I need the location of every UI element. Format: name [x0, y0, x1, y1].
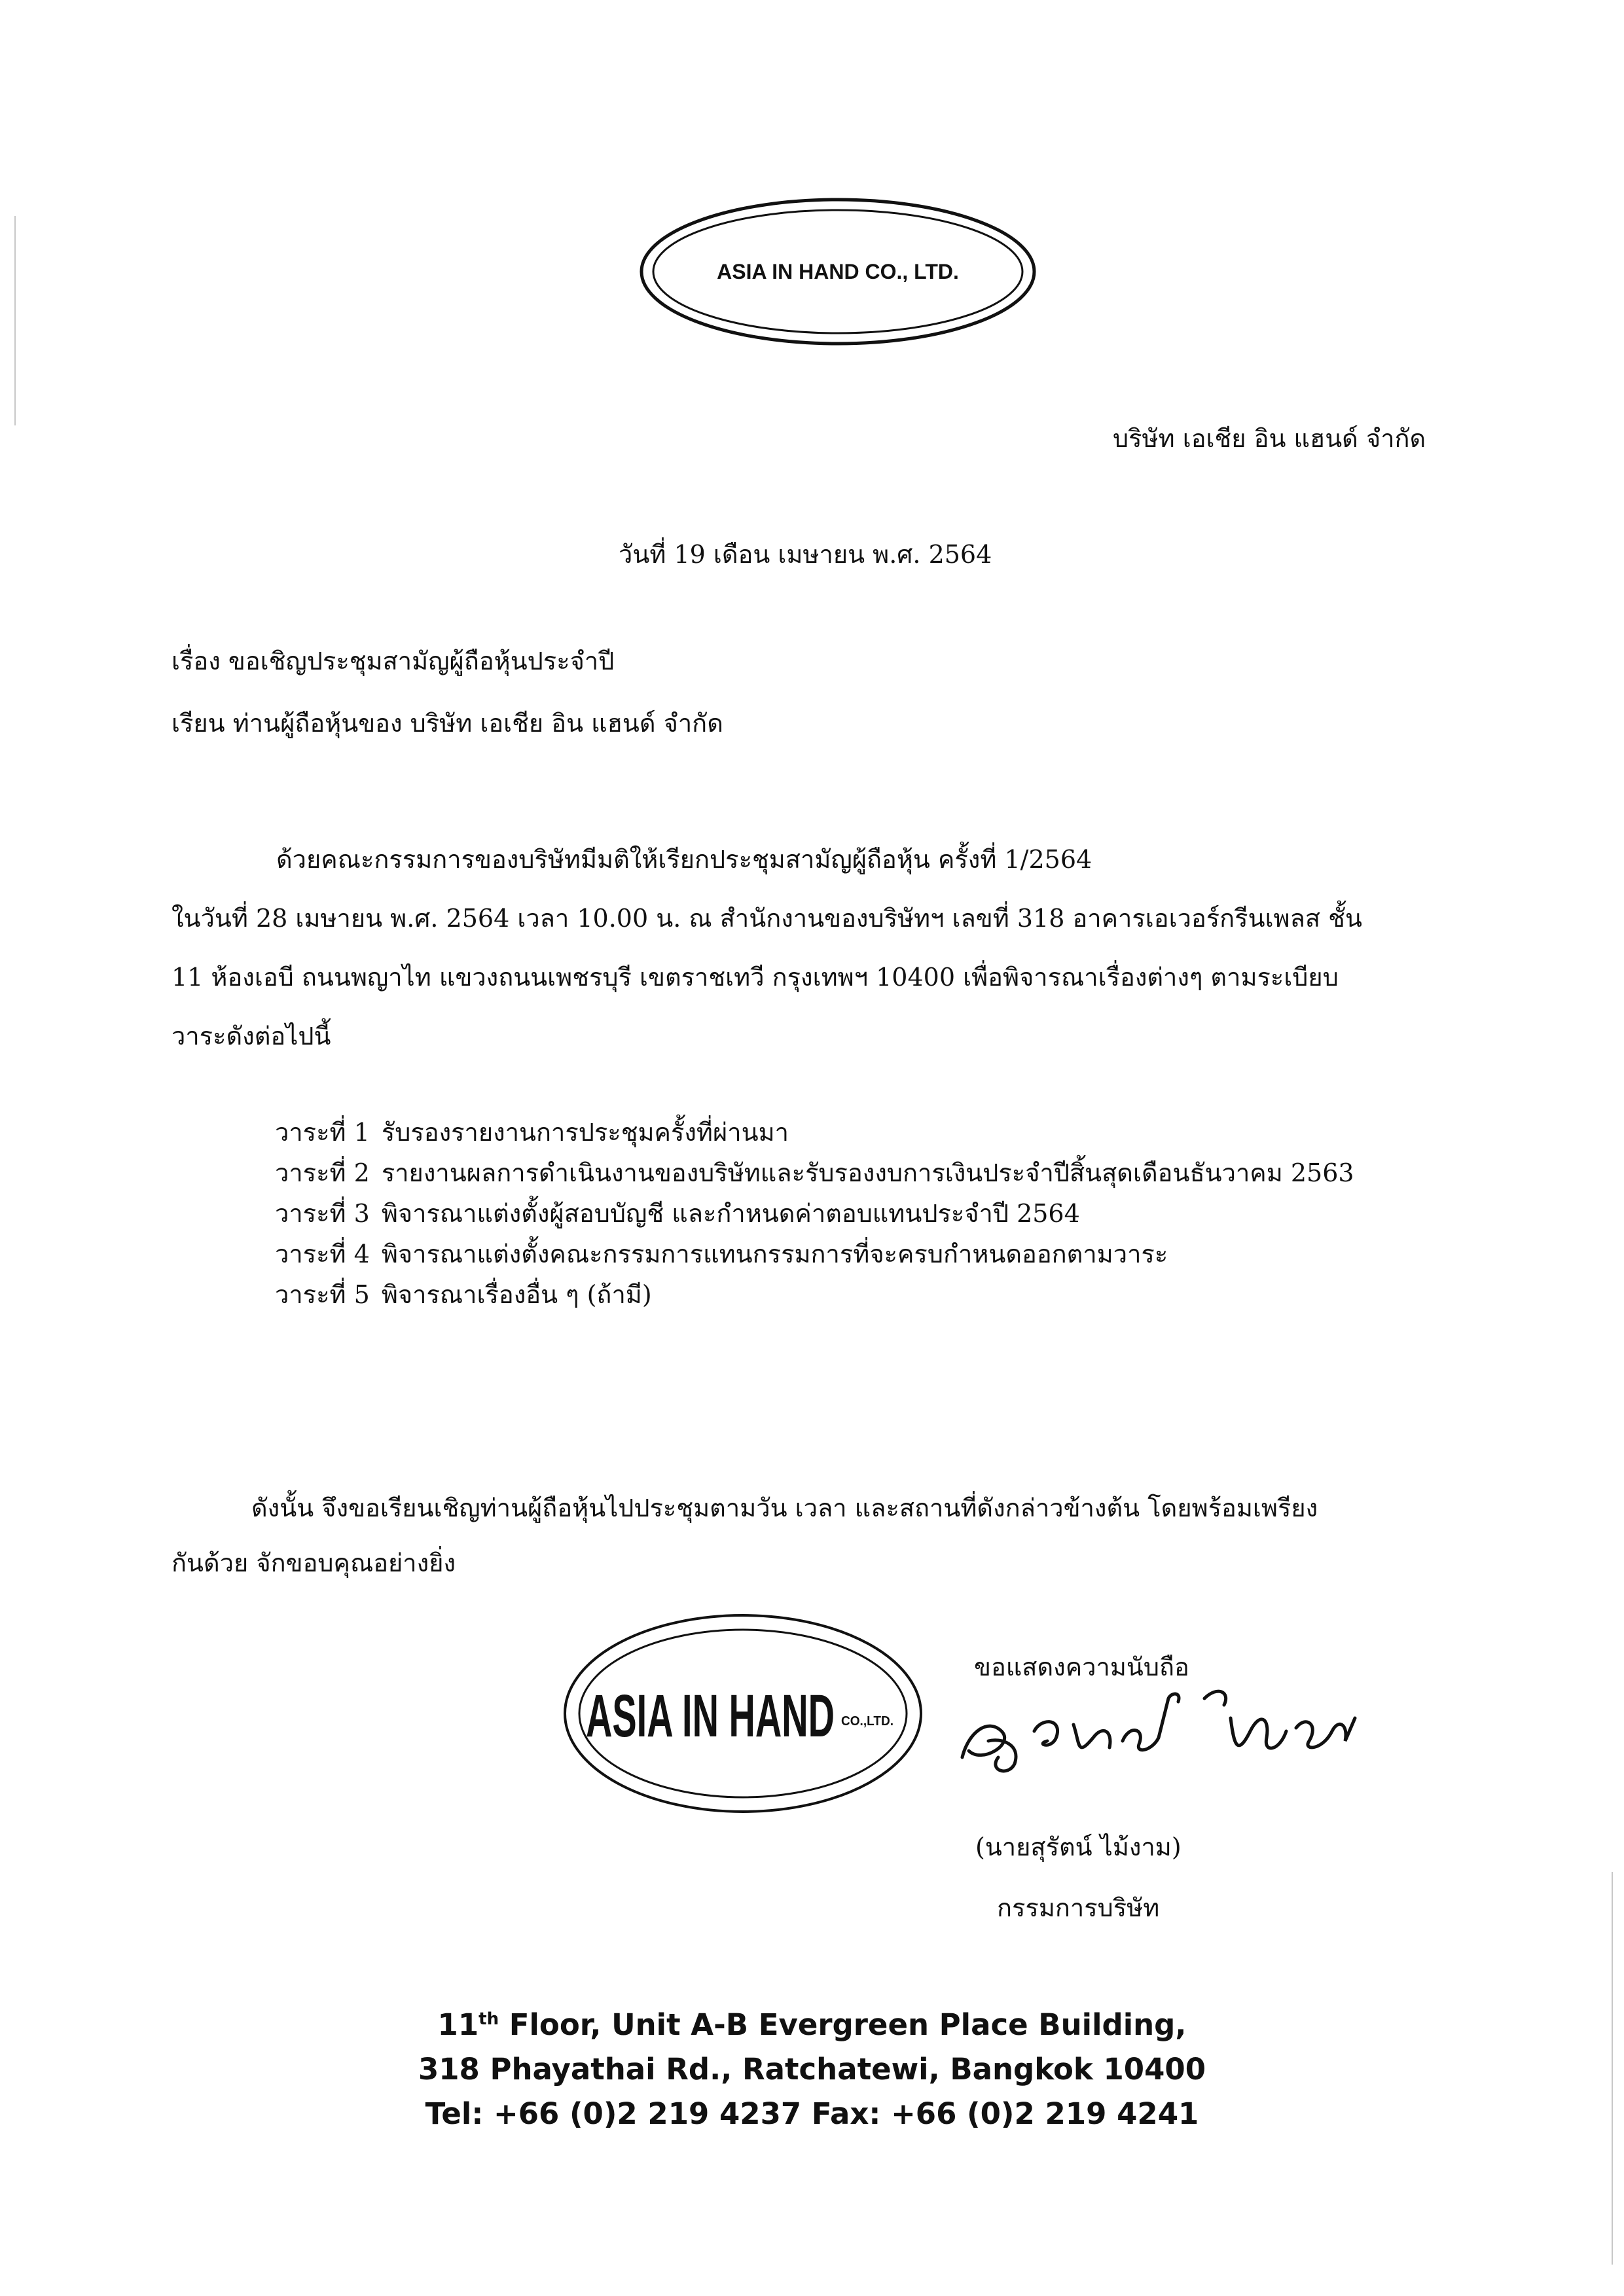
agenda-text: พิจารณาแต่งตั้งผู้สอบบัญชี และกำหนดค่าตอบแทนประจำปี 2564 [381, 1199, 1080, 1228]
letter-recipient: เรียน ท่านผู้ถือหุ้นของ บริษัท เอเชีย อิน แฮนด์ จำกัด [171, 709, 723, 738]
closing-line: กันด้วย จักขอบคุณอย่างยิ่ง [171, 1549, 456, 1577]
company-logo-text: ASIA IN HAND CO., LTD. [717, 259, 959, 283]
stamp-main-text: ASIA IN HAND [586, 1683, 835, 1749]
footer-line-1: 11th Floor, Unit A-B Evergreen Place Building, [437, 2007, 1187, 2042]
agenda-label: วาระที่ 5 [275, 1280, 370, 1309]
agenda-label: วาระที่ 3 [275, 1199, 370, 1228]
closing-paragraph [171, 1480, 1448, 1590]
closing-line [171, 1480, 1448, 1535]
handwritten-signature [943, 1679, 1388, 1784]
agenda-item [275, 1240, 1354, 1280]
agenda-list [275, 1118, 1354, 1321]
agenda-item [275, 1199, 1354, 1240]
agenda-label: วาระที่ 1 [275, 1118, 370, 1147]
company-stamp [560, 1609, 926, 1818]
footer-line-3: Tel: +66 (0)2 219 4237 Fax: +66 (0)2 219 4241 [425, 2096, 1199, 2131]
signer-title: กรรมการบริษัท [997, 1893, 1160, 1922]
body-paragraph [171, 830, 1448, 1066]
body-line: วาระดังต่อไปนี้ [171, 1022, 331, 1050]
agenda-label: วาระที่ 2 [275, 1158, 370, 1187]
agenda-text: พิจารณาแต่งตั้งคณะกรรมการแทนกรรมการที่จะครบกำหนดออกตามวาระ [381, 1240, 1168, 1268]
agenda-item [275, 1118, 1354, 1158]
letter-date: วันที่ 19 เดือน เมษายน พ.ศ. 2564 [619, 540, 992, 569]
scan-edge-left [14, 216, 16, 425]
agenda-item [275, 1158, 1354, 1199]
closing-regards: ขอแสดงความนับถือ [974, 1653, 1189, 1681]
body-line: 11 ห้องเอบี ถนนพญาไท แขวงถนนเพชรบุรี เขตราชเทวี กรุงเทพฯ 10400 เพื่อพิจารณาเรื่องต่างๆ ตามระเบียบ [171, 963, 1339, 992]
agenda-item [275, 1280, 1354, 1321]
company-name-thai: บริษัท เอเชีย อิน แฮนด์ จำกัด [1113, 424, 1426, 453]
closing-line-text: ดังนั้น จึงขอเรียนเชิญท่านผู้ถือหุ้นไปประชุมตามวัน เวลา และสถานที่ดังกล่าวข้างต้น โดยพร้อมเพรียง [251, 1494, 1318, 1522]
footer-address [0, 2003, 1624, 2136]
signer-name: (นายสุรัตน์ ไม้งาม) [975, 1833, 1182, 1861]
agenda-text: รับรองรายงานการประชุมครั้งที่ผ่านมา [381, 1118, 789, 1147]
stamp-small-text: CO.,LTD. [841, 1714, 893, 1729]
agenda-text: พิจารณาเรื่องอื่น ๆ (ถ้ามี) [381, 1280, 652, 1309]
body-line: ในวันที่ 28 เมษายน พ.ศ. 2564 เวลา 10.00 น. ณ สำนักงานของบริษัทฯ เลขที่ 318 อาคารเอเวอร์กรีนเพลส ชั้น [171, 904, 1362, 933]
agenda-text: รายงานผลการดำเนินงานของบริษัทและรับรองงบการเงินประจำปีสิ้นสุดเดือนธันวาคม 2563 [381, 1158, 1354, 1187]
agenda-label: วาระที่ 4 [275, 1240, 370, 1268]
body-line: ด้วยคณะกรรมการของบริษัทมีมติให้เรียกประชุมสามัญผู้ถือหุ้น ครั้งที่ 1/2564 [276, 845, 1092, 874]
letter-subject: เรื่อง ขอเชิญประชุมสามัญผู้ถือหุ้นประจำปี [171, 647, 615, 675]
footer-line-2: 318 Phayathai Rd., Ratchatewi, Bangkok 10400 [418, 2052, 1206, 2087]
